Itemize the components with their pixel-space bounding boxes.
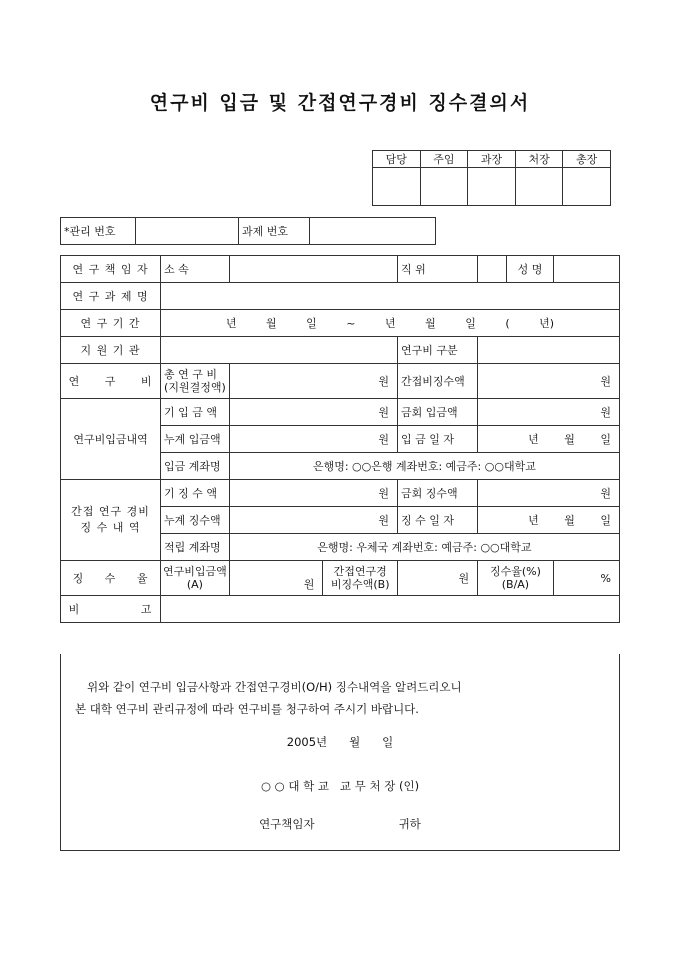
pi-label: 연 구 책 임 자 (61, 256, 161, 283)
deposit-detail-label: 연구비입금내역 (61, 399, 161, 480)
agency-field[interactable] (161, 337, 398, 364)
manage-no-label: *관리 번호 (61, 218, 136, 245)
footer-statement (60, 654, 620, 851)
this-deposit-field[interactable]: 원 (478, 399, 620, 426)
overhead-b-label-line1: 간접연구경 (333, 565, 387, 578)
name-field[interactable] (553, 256, 619, 283)
cum-collect-field[interactable]: 원 (229, 507, 397, 534)
cum-deposit-label: 누계 입금액 (161, 426, 230, 453)
rate-calc-label-line1: 징수율(%) (489, 565, 541, 578)
approval-box (372, 150, 611, 206)
fund-type-field[interactable] (478, 337, 620, 364)
reserve-account-field[interactable]: 은행명: 우체국 계좌번호: 예금주: ○○대학교 (229, 534, 619, 561)
position-label: 직 위 (398, 256, 478, 283)
fund-type-label: 연구비 구분 (398, 337, 478, 364)
prev-deposit-field[interactable]: 원 (229, 399, 397, 426)
affiliation-label: 소 속 (161, 256, 230, 283)
approval-header: 총장 (563, 151, 611, 168)
overhead-amount-field[interactable]: 원 (478, 364, 620, 399)
approval-sign-cell[interactable] (515, 168, 563, 206)
deposit-account-label: 입금 계좌명 (161, 453, 230, 480)
remarks-label: 비 고 (61, 596, 161, 623)
position-field[interactable] (478, 256, 507, 283)
statement-line1: 위와 같이 연구비 입금사항과 간접연구경비(O/H) 징수내역을 알려드리오니 (87, 680, 462, 694)
issuer: ○ ○ 대 학 교 교 무 처 장 (인) (260, 779, 420, 793)
reserve-account-label: 적립 계좌명 (161, 534, 230, 561)
overhead-b-field[interactable]: 원 (398, 561, 478, 596)
prev-collect-label: 기 징 수 액 (161, 480, 230, 507)
approval-header: 주임 (420, 151, 468, 168)
total-fund-label (161, 364, 230, 399)
approval-header: 담당 (373, 151, 421, 168)
total-fund-field[interactable]: 원 (229, 364, 397, 399)
document-title: 연구비 입금 및 간접연구경비 징수결의서 (149, 92, 531, 114)
statement-text (75, 676, 462, 720)
approval-header: 과장 (468, 151, 516, 168)
approval-sign-cell[interactable] (420, 168, 468, 206)
deposit-date-label: 입 금 일 자 (398, 426, 478, 453)
total-fund-label-line2: (지원결정액) (164, 381, 226, 394)
rate-field[interactable]: % (553, 561, 619, 596)
deposit-a-label-line1: 연구비입금액 (163, 565, 227, 578)
main-form-table (60, 255, 620, 623)
project-name-field[interactable] (161, 283, 620, 310)
period-label: 연 구 기 간 (61, 310, 161, 337)
prev-deposit-label: 기 입 금 액 (161, 399, 230, 426)
addressee: 연구책임자 귀하 (259, 817, 421, 831)
project-no-label: 과제 번호 (239, 218, 310, 245)
rate-calc-label-line2: (B/A) (501, 578, 530, 591)
manage-no-field[interactable] (136, 218, 239, 245)
management-number-table (60, 217, 436, 245)
this-collect-label: 금회 징수액 (398, 480, 478, 507)
agency-label: 지 원 기 관 (61, 337, 161, 364)
overhead-amount-label: 간접비징수액 (398, 364, 478, 399)
overhead-detail-label-line1: 간접 연구 경비 (71, 505, 150, 518)
overhead-b-label-line2: 비징수액(B) (330, 578, 390, 591)
collect-date-field[interactable]: 년 월 일 (478, 507, 620, 534)
total-fund-label-line1: 총 연 구 비 (164, 368, 218, 381)
deposit-date-field[interactable]: 년 월 일 (478, 426, 620, 453)
cum-collect-label: 누계 징수액 (161, 507, 230, 534)
project-no-field[interactable] (310, 218, 436, 245)
deposit-a-field[interactable]: 원 (229, 561, 323, 596)
approval-sign-cell[interactable] (468, 168, 516, 206)
approval-sign-cell[interactable] (563, 168, 611, 206)
approval-sign-cell[interactable] (373, 168, 421, 206)
project-name-label: 연 구 과 제 명 (61, 283, 161, 310)
rate-label: 징 수 율 (61, 561, 161, 596)
deposit-account-field[interactable]: 은행명: ○○은행 계좌번호: 예금주: ○○대학교 (229, 453, 619, 480)
remarks-field[interactable] (161, 596, 620, 623)
cum-deposit-field[interactable]: 원 (229, 426, 397, 453)
overhead-detail-label-line2: 징 수 내 역 (80, 521, 141, 534)
statement-line2: 본 대학 연구비 관리규정에 따라 연구비를 청구하여 주시기 바랍니다. (75, 702, 419, 716)
issue-date: 2005년 월 일 (286, 735, 394, 749)
prev-collect-field[interactable]: 원 (229, 480, 397, 507)
deposit-a-label-line2: (A) (186, 578, 203, 591)
fund-label: 연 구 비 (61, 364, 161, 399)
collect-date-label: 징 수 일 자 (398, 507, 478, 534)
name-label: 성 명 (507, 256, 553, 283)
period-field[interactable]: 년 월 일 ~ 년 월 일 ( 년) (161, 310, 620, 337)
affiliation-field[interactable] (229, 256, 397, 283)
this-deposit-label: 금회 입금액 (398, 399, 478, 426)
approval-header: 처장 (515, 151, 563, 168)
this-collect-field[interactable]: 원 (478, 480, 620, 507)
